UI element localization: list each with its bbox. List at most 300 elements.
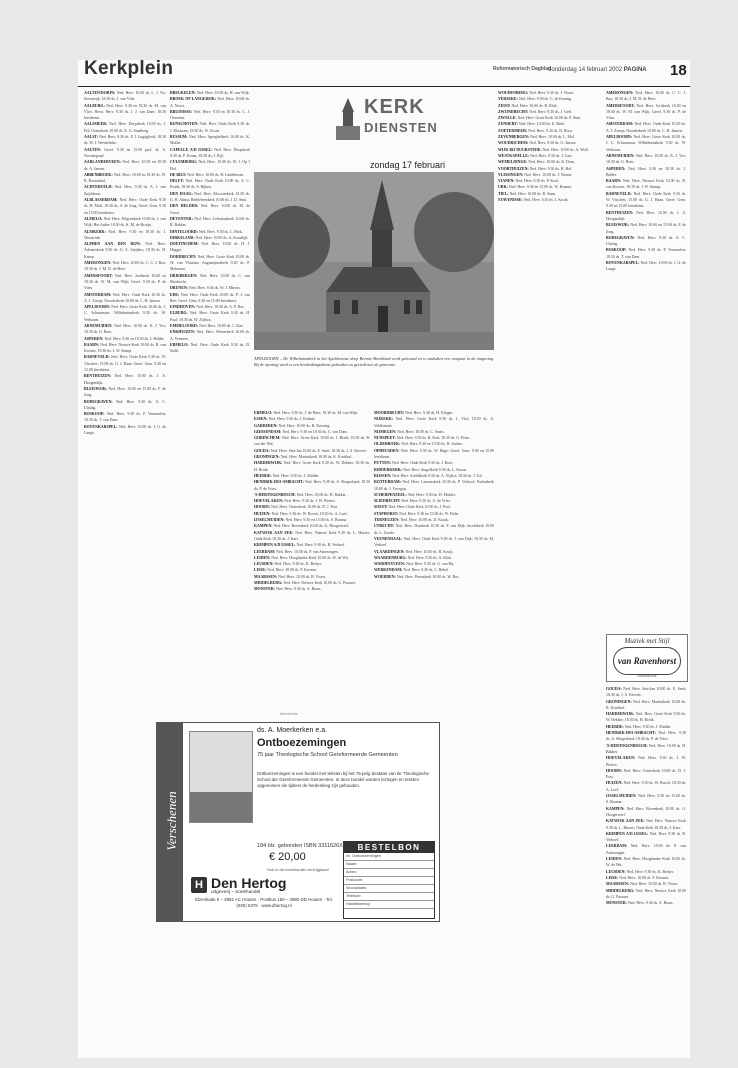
listing-place: ABBENBROEK: [84, 172, 113, 177]
church-listing: ACHTERVELD: Ned. Herv. 9.30 ds. A. J. van Zuijlekom. [84, 185, 166, 196]
church-listing: MIDDELBURG: Ned. Herv. Nieuwe Kerk 10.00 ds. G. Paauwe. [254, 581, 357, 586]
listing-place: EMMELOORD: [170, 323, 199, 328]
book-description: Ontboezemingen is een bundel met teksten bij het 75-jarig bestaan van de Theologische School der Gereformeerde Gemeenten. In deze bundel worden lezingen en teksten opgenomen die tijdens de herdenking zijn gehouden. [257, 771, 429, 788]
church-listing: VLISSINGEN: Ned. Herv. 10.00 ds. T. Brand. [498, 172, 572, 177]
church-listing: BENTHUIZEN: Ned. Herv. 10.00 ds. J. A. Hoogendijk. [84, 374, 166, 385]
column-6 [606, 90, 686, 630]
listing-place: RIDDERKERK: [374, 467, 403, 472]
publisher-address: Elzenkade 6 – 3992 AC Houten · Postbus 150 – 3990 DD Houten · Tel. (030) 6376 · www.dhertog.nl [195, 897, 333, 908]
listing-place: BRUINISSE: [170, 109, 193, 114]
listing-place: LEUSDEN: [606, 869, 626, 874]
listing-place: STAVENISSE: [498, 198, 523, 203]
listing-place: OLDEBROEK: [374, 442, 401, 447]
listing-place: LEIDEN: [254, 555, 271, 560]
column-3 [254, 410, 370, 716]
church-listing: EINDHOVEN: Ned. Herv. 10.00 ds. A. P. Bos. [170, 305, 245, 310]
listing-place: ASPEREN: [84, 336, 104, 341]
listing-place: MAARSSEN: [254, 574, 278, 579]
church-listing: LEERDAM: Ned. Herv. 10.00 ds. P. van Amerongen. [606, 844, 686, 855]
book-title: Ontboezemingen [257, 737, 347, 749]
listing-place: UTRECHT: [374, 524, 395, 529]
church-photo-image [254, 172, 494, 350]
listing-place: MOORDRECHT: [374, 411, 405, 415]
listing-place: AMERONGEN: [84, 261, 112, 266]
listing-place: MONSTER: [254, 587, 275, 592]
listing-place: LEERDAM: [254, 549, 276, 554]
church-listing: SCHERPENZEEL: Ned. Herv. 9.30 ds. H. Mulder. [374, 492, 456, 497]
listing-place: KRIMPEN A/D IJSSEL: [606, 831, 649, 836]
listing-place: BOSKOOP: [606, 248, 627, 253]
church-listing: 'S-HERTOGENBOSCH: Ned. Herv. 10.00 ds. H. Bakker. [254, 492, 347, 497]
listing-place: BLEISWIJK: [84, 386, 108, 391]
church-listing: AMERSFOORT: Ned. Herv. Joriskerk 10.00 en 18.30 ds. W. M. van Wijk; Geref. 9.30 ds. P. de Vries. [606, 103, 686, 121]
church-listing: IJSSELMUIDEN: Ned. Herv. 9.30 en 15.00 ds. S. Bouma. [606, 794, 686, 805]
church-listing: KRIMPEN A/D IJSSEL: Ned. Herv. 9.30 ds. R. Verhoef. [254, 543, 346, 548]
listing-place: RIJSSEN: [374, 473, 392, 478]
listing-place: ENKHUIZEN: [170, 330, 196, 335]
church-listing: ABBENBROEK: Ned. Herv. 10.00 en 18.30 ds. W. B. Rozendaal. [84, 172, 166, 184]
church-listing: LEUSDEN: Ned. Herv. 9.30 ds. K. Breijer. [606, 869, 675, 874]
listing-place: YERSEKE: [498, 97, 518, 102]
church-listing: KRIMPEN A/D IJSSEL: Ned. Herv. 9.30 ds. R. Verhoef. [606, 831, 686, 843]
listing-place: BODEGRAVEN: [606, 235, 635, 240]
church-listing: GRONINGEN: Ned. Herv. Martinikerk 10.00 ds. K. Kruithof. [606, 699, 686, 710]
church-listing: GARDEREN: Ned. Herv. 10.00 ds. H. Korving. [254, 423, 331, 428]
church-listing: BOVENKARSPEL: Ned. Herv. 10.00 ds. J. G. de Lange. [606, 261, 686, 272]
church-listing: AALSMEER: Ned. Herv. Dorpskerk 10.00 ds. J. Pel; Oosterkerk 10.00 ds. E. G. Staalberg. [84, 122, 166, 133]
order-line[interactable]: Naam: [344, 861, 434, 869]
church-listing: ZEIST: Ned. Herv. 10.00 ds. R. Blok. [498, 103, 558, 108]
listing-place: DORDRECHT: [170, 254, 197, 259]
church-listing: HEERDE: Ned. Herv. 9.30 ds. J. Mulder. [254, 473, 320, 478]
listing-place: URK: [498, 185, 508, 190]
church-listing: GOUDA: Ned. Herv. Sint-Jan 10.00 ds. E. Smit; 18.30 ds. J. A. Kieviet. [606, 687, 686, 698]
church-listing: DELFT: Ned. Herv. Oude Kerk 10.00 ds. E. C. Pronk; 18.30 ds. S. Rijken. [170, 179, 250, 190]
church-listing: ELBURG: Ned. Herv. Grote Kerk 9.30 ds. H. Paul; 18.30 ds. W. Zijlstra. [170, 311, 250, 322]
church-listing: VLAARDINGEN: Ned. Herv. 10.00 ds. B. Kruijt. [374, 549, 454, 554]
church-listing: AALST: Ned. Herv. 9.30 ds. P. J. Lugtigheid; 18.30 ds. W. J. Westerbeke. [84, 135, 166, 146]
church-listing: LEIDEN: Ned. Herv. Hooglandse Kerk 10.00 ds. W. de Wit. [254, 555, 349, 560]
church-listing: BOSKOOP: Ned. Herv. 9.30 ds. P. Vermeulen; 18.30 ds. T. van Dam. [84, 412, 166, 423]
listing-place: BARNEVELD: [84, 355, 110, 360]
ad-footer: Muziekhuis [637, 674, 657, 678]
church-listing: LEIDEN: Ned. Herv. Hooglandse Kerk 10.00 ds. W. de Wit. [606, 857, 686, 868]
church-listing: BOSKOOP: Ned. Herv. 9.30 ds. P. Vermeulen; 18.30 ds. T. van Dam. [606, 248, 686, 259]
listing-place: MIDDELBURG: [606, 888, 635, 893]
church-listing: DINTELOORD: Ned. Herv. 9.30 ds. L. Blok. [170, 229, 243, 234]
listing-place: ZWIJNDRECHT: [498, 109, 529, 114]
listing-place: LEUSDEN: [254, 562, 274, 567]
listing-place: GRONINGEN: [606, 699, 632, 704]
logo-word-2: DIENSTEN [364, 120, 438, 135]
listing-place: HUIZEN: [254, 511, 271, 516]
church-listing: BENTHUIZEN: Ned. Herv. 10.00 ds. J. A. Hoogendijk. [606, 210, 686, 221]
listing-place: BAARN: [84, 342, 100, 347]
church-listing: ALMELO: Ned. Herv. Pelgrimkerk 10.00 ds. J. van Wijk; Het Anker 18.30 ds. K. M. de Bruijn. [84, 216, 166, 228]
listing-place: GIESSENDAM: [254, 429, 282, 434]
listing-place: MAARSSEN: [606, 882, 630, 887]
column-1 [84, 90, 166, 1052]
listing-place: ZOETERMEER: [498, 128, 528, 133]
listing-place: KAMPEN: [254, 524, 273, 529]
listing-place: EINDHOVEN: [170, 305, 196, 310]
church-listing: HARDERWIJK: Ned. Herv. Grote Kerk 9.30 ds. W. Dekker; 18.30 ds. H. Brink. [254, 461, 370, 472]
church-listing: AMERONGEN: Ned. Herv. 10.00 ds. C. C. J. Bax; 18.30 ds. J. M. D. de Heer. [606, 91, 686, 102]
church-listing: LEUSDEN: Ned. Herv. 9.30 ds. K. Breijer. [254, 562, 323, 567]
listing-place: TIEL: [498, 191, 509, 196]
ad-label: Advertentie [280, 712, 298, 716]
listing-place: DEN HELDER: [170, 204, 199, 209]
church-listing: BLEISWIJK: Ned. Herv. 10.00 en 15.00 ds. F. de Jong. [606, 223, 686, 234]
listing-place: DOETINCHEM: [170, 242, 199, 247]
listing-place: TERNEUZEN: [374, 518, 400, 523]
church-listing: BUNSCHOTEN: Ned. Herv. Oude Kerk 9.30 ds. J. Klaassen; 18.30 ds. W. Zwart. [170, 122, 250, 133]
listing-place: WEMELDINGE: [498, 160, 528, 165]
listing-place: HENDRIK-IDO-AMBACHT: [606, 731, 656, 736]
church-listing: NUNSPEET: Ned. Herv. 9.30 ds. R. Kok; 18.30 ds. G. Prins. [374, 436, 470, 441]
listing-place: 'S-HERTOGENBOSCH: [254, 492, 296, 497]
church-listing: AARLANDERVEEN: Ned. Herv. 10.00 en 18.30 ds. A. Jansen. [84, 160, 166, 171]
listing-place: WERKENDAM: [374, 568, 403, 573]
book-isbn: 184 blz. gebonden ISBN 3311626X [257, 843, 343, 849]
church-listing: LISSE: Ned. Herv. 10.00 ds. F. Kersten. [254, 568, 318, 573]
listing-place: ALMKERK: [84, 229, 106, 234]
listing-place: AMERSFOORT: [84, 273, 113, 278]
church-listing: UTRECHT: Ned. Herv. Domkerk 10.30 ds. F. van Dijk; Jacobikerk 10.00 ds. L. Goede. [374, 524, 494, 535]
church-listing: HUIZEN: Ned. Herv. 9.30 ds. W. Bosch; 18.30 ds. A. Loef. [254, 511, 348, 516]
church-listing: ZUNDERT: Ned. Herv. 10.00 ds. E. Beek. [498, 122, 566, 127]
publisher-logo-icon: H [191, 877, 207, 893]
listing-place: ASPEREN: [606, 166, 626, 171]
listing-place: HENDRIK-IDO-AMBACHT: [254, 480, 304, 485]
church-listing: RIJSSEN: Ned. Herv. Schildkerk 9.30 ds. A. Nijhof; 18.30 ds. J. Tol. [374, 473, 483, 478]
order-line[interactable]: Postcode: [344, 877, 434, 885]
listing-place: DIRKSLAND: [170, 235, 195, 240]
listing-place: ESSEN: [254, 417, 268, 422]
listing-place: ALBLASSERDAM: [84, 198, 118, 203]
order-line[interactable]: Adres: [344, 869, 434, 877]
church-listing: WOUDENBERG: Ned. Herv. 9.30 ds. J. Visser. [498, 91, 575, 95]
listing-place: VEENENDAAL: [374, 536, 403, 541]
listing-place: MIDDELBURG: [254, 581, 283, 586]
listing-place: KATWIJK AAN ZEE: [254, 530, 294, 535]
church-listing: ENKHUIZEN: Ned. Herv. Westerkerk 10.00 ds. A. Vermeer. [170, 330, 250, 341]
listing-place: GOUDA: [606, 687, 622, 691]
church-listing: WIJK BIJ DUURSTEDE: Ned. Herv. 10.00 ds. A. Wolf. [498, 147, 589, 152]
church-listing: OLDEBROEK: Ned. Herv. 9.30 en 15.00 ds. H. Jonker. [374, 442, 463, 447]
church-listing: HOEVELAKEN: Ned. Herv. 9.30 ds. J. W. Pieters. [254, 499, 336, 504]
church-listing: LEERDAM: Ned. Herv. 10.00 ds. P. van Amerongen. [254, 549, 339, 554]
listing-place: PUTTEN: [374, 461, 392, 466]
listing-place: WADDINXVEEN: [374, 562, 406, 567]
order-line[interactable]: ex. Ontboezemingen [344, 853, 434, 861]
church-listing: OPHEUSDEN: Ned. Herv. 9.30 ds. W. Hage; Geref. Gem. 9.30 en 15.00 leesdienst. [374, 448, 494, 460]
listing-place: APELDOORN: [84, 305, 111, 310]
church-listing: HENDRIK-IDO-AMBACHT: Ned. Herv. 9.30 ds. A. Slingerland; 18.30 ds. P. de Vries. [606, 731, 686, 742]
listing-place: BREUKELEN: [170, 91, 196, 95]
column-7 [606, 686, 686, 1050]
church-listing: GIESSENDAM: Ned. Herv. 9.30 en 18.30 ds. C. van Dam. [254, 429, 348, 434]
listing-place: BOVENKARSPEL: [606, 261, 640, 266]
church-listing: BARNEVELD: Ned. Herv. Oude Kerk 9.30 ds. W. Visscher; 15.00 ds. G. J. Baan. Geref. Gem. 9.30 en 15.00 leesdienst. [84, 355, 166, 373]
listing-place: KRIMPEN A/D IJSSEL: [254, 543, 296, 548]
masthead [78, 60, 690, 87]
listing-place: LEIDEN: [606, 857, 623, 862]
listing-place: ALPHEN AAN DEN RIJN: [84, 242, 141, 247]
listing-place: EDE: [170, 292, 180, 297]
listing-place: DINTELOORD: [170, 229, 198, 234]
listing-place: GARDEREN: [254, 423, 278, 428]
listing-place: HEERDE: [606, 724, 624, 729]
church-listing: GOUDA: Ned. Herv. Sint-Jan 10.00 ds. E. Smit; 18.30 ds. J. A. Kieviet. [254, 448, 367, 453]
order-form[interactable] [343, 841, 435, 919]
church-listing: DRUNEN: Ned. Herv. 9.30 ds. W. J. Mieras. [170, 286, 241, 291]
listing-place: AMSTERDAM: [606, 122, 634, 127]
book-author: ds. A. Moerkerken e.a. [257, 727, 328, 734]
church-listing: URK: Ned. Herv. 9.30 en 15.00 ds. W. Kramer. [498, 185, 573, 190]
listing-place: HOORN: [254, 505, 270, 510]
listing-place: BUNSCHOTEN: [170, 122, 199, 127]
order-line[interactable]: Telefoon: [344, 893, 434, 901]
listing-place: BODEGRAVEN: [84, 399, 113, 404]
listing-place: LEERDAM: [606, 844, 628, 849]
listing-place: ACHTERVELD: [84, 185, 113, 190]
listing-place: AALBURG: [84, 103, 105, 108]
church-listing: MAARSSEN: Ned. Herv. 10.00 ds. B. Visser. [606, 882, 679, 887]
listing-place: GOUDA: [254, 448, 270, 453]
church-listing: WESTKAPELLE: Ned. Herv. 9.30 ds. J. Cats. [498, 153, 573, 158]
church-listing: BUSSUM: Ned. Herv. Spieghelkerk 10.00 ds. K. Muller. [170, 135, 250, 146]
listing-place: VLISSINGEN: [498, 172, 524, 177]
church-listing: SLIEDRECHT: Ned. Herv. 9.30 ds. A. de Vries. [374, 499, 451, 504]
listing-place: AALSMEER: [84, 122, 108, 127]
listing-place: WESTKAPELLE: [498, 153, 530, 158]
church-listing: EDE: Ned. Herv. Oude Kerk 10.00 ds. P. J. van Ree; Geref. Gem. 9.30 en 15.00 leesdienst. [170, 292, 250, 303]
church-listing: BAARN: Ned. Herv. Nieuwe Kerk 10.00 ds. R. van Kooten; 18.30 ds. J. W. Stamp. [606, 179, 686, 190]
book-advertisement[interactable] [156, 722, 440, 922]
church-listing: VOORTHUIZEN: Ned. Herv. 9.30 ds. H. Hol. [498, 166, 573, 171]
listing-place: GORINCHEM: [254, 436, 281, 441]
church-listing: EMMELOORD: Ned. Herv. 10.00 ds. J. Glas. [170, 323, 244, 328]
church-listing: STAPHORST: Ned. Herv. 9.30 en 15.00 ds. W. Hulst. [374, 511, 460, 516]
order-line[interactable]: Woonplaats: [344, 885, 434, 893]
church-photo [254, 172, 494, 350]
listing-place: SOEST: [374, 505, 388, 510]
publisher-block [191, 875, 337, 917]
listing-place: HOEVELAKEN: [606, 756, 636, 761]
church-listing: MAARSSEN: Ned. Herv. 10.00 ds. B. Visser. [254, 574, 327, 579]
church-listing: APELDOORN: Ned. Herv. Grote Kerk 10.00 ds. J. C. Schuurman; Wilhelminakerk 9.30 ds. W. Verboom. [84, 305, 166, 322]
column-2 [170, 90, 250, 718]
book-price: € 20,00 [269, 851, 306, 863]
church-listing: DEVENTER: Ned. Herv. Lebuinuskerk 10.00 ds. R. Bakker. [170, 216, 250, 228]
issue-date: donderdag 14 februari 2002 PAGINA [548, 67, 647, 73]
listing-place: NIJMEGEN: [374, 429, 397, 434]
church-listing: AMERSFOORT: Ned. Herv. Joriskerk 10.00 en 18.30 ds. W. M. van Wijk; Geref. 9.30 ds. P. de Vries. [84, 273, 166, 291]
church-listing: AMSTERDAM: Ned. Herv. Oude Kerk 10.30 ds. A. J. Zwiep; Noorderkerk 10.00 ds. L. H. Jansen. [606, 122, 686, 133]
listing-place: BENTHUIZEN: [606, 210, 634, 215]
church-listing: ZEVENBERGEN: Ned. Herv. 10.00 ds. L. Mol. [498, 135, 575, 140]
church-listing: MOORDRECHT: Ned. Herv. 9.30 ds. H. Kleppe. [374, 411, 454, 415]
listing-place: ZEVENBERGEN: [498, 135, 530, 140]
listing-place: AALTEN/DORPS: [84, 91, 116, 95]
newspaper-page [78, 60, 690, 1058]
church-listing: ZWOLLE: Ned. Herv. Grote Kerk 10.00 ds. P. Smit. [498, 116, 582, 121]
listing-place: DE BILT: [170, 172, 187, 177]
church-listing: STAVENISSE: Ned. Herv. 9.30 ds. J. Kwak. [498, 198, 569, 203]
section-title: Kerkplein [84, 60, 174, 79]
logo-word-1: KERK [364, 96, 425, 118]
listing-place: DRUNEN: [170, 286, 188, 291]
church-listing: KATWIJK AAN ZEE: Ned. Herv. Nieuwe Kerk 9.30 ds. L. Huizer; Oude Kerk 18.30 ds. J. Kars. [254, 530, 370, 541]
church-listing: HEERDE: Ned. Herv. 9.30 ds. J. Mulder. [606, 724, 672, 729]
church-icon [334, 98, 362, 142]
listing-place: ELBURG: [170, 311, 188, 316]
church-listing: AALTEN: Geref. 9.30 en 15.00 prof. dr. A. Noordegraaf. [84, 147, 166, 158]
church-listing: HENDRIK-IDO-AMBACHT: Ned. Herv. 9.30 ds. A. Slingerland; 18.30 ds. P. de Vries. [254, 480, 370, 491]
church-listing: AALTEN/DORPS: Ned. Herv. 10.00 ds. L. J. Vis, Steenwijk; 18.30 ds. J. van Vliet. [84, 91, 166, 102]
listing-place: BUSSUM: [170, 135, 188, 140]
church-listing: NIJMEGEN: Ned. Herv. 10.00 ds. C. Smits. [374, 429, 445, 434]
church-listing: WERKENDAM: Ned. Herv. 9.30 ds. C. Rebel. [374, 568, 449, 573]
church-listing: MONSTER: Ned. Herv. 9.30 ds. A. Baars. [606, 901, 674, 906]
church-listing: BREUKELEN: Ned. Herv. 10.00 ds. H. van Wijk. [170, 91, 250, 95]
listing-place: BOVENKARSPEL: [84, 424, 118, 429]
listing-place: MONSTER: [606, 901, 627, 906]
church-listing: ZOETERMEER: Ned. Herv. 9.30 ds. H. Roos. [498, 128, 573, 133]
listing-place: HEERDE: [254, 473, 272, 478]
listing-place: ZEIST: [498, 103, 511, 108]
church-listing: DE BILT: Ned. Herv. 10.00 ds. H. Lindeboom. [170, 172, 244, 177]
listing-place: OPHEUSDEN: [374, 448, 400, 453]
church-listing: NIJKERK: Ned. Herv. Grote Kerk 9.30 ds. J. Vlot; 18.30 ds. A. Veldhuizen. [374, 417, 494, 428]
church-listing: BRUINISSE: Ned. Herv. 9.30 en 18.30 ds. C. J. Overeem. [170, 109, 250, 121]
church-listing: CAPELLE A/D IJSSEL: Ned. Herv. Dorpskerk 9.30 ds. P. Kraan; 18.30 ds. J. Bijl. [170, 147, 250, 158]
listing-place: AMERSFOORT: [606, 103, 635, 108]
paper-name: Reformatorisch Dagblad [493, 66, 552, 72]
church-listing: ERMELO: Ned. Herv. 9.30 ds. J. de Heer; 18.30 ds. M. van Wijk. [254, 411, 359, 415]
church-listing: VEENENDAAL: Ned. Herv. Oude Kerk 9.30 ds. J. van Dijk; 18.30 ds. M. Verhoef. [374, 536, 494, 548]
listing-place: BLEISWIJK: [606, 223, 630, 228]
church-listing: BODEGRAVEN: Ned. Herv. 9.30 ds. A. C. Uitslag. [84, 399, 166, 410]
listing-place: DELFT: [170, 179, 184, 184]
listing-place: NIJKERK: [374, 417, 394, 422]
listing-place: WIJK BIJ DUURSTEDE: [498, 147, 542, 152]
listing-place: ARNEMUIDEN: [84, 323, 113, 328]
church-listing: WOUDRICHEM: Ned. Herv. 9.30 ds. G. Jansen. [498, 141, 577, 146]
order-line[interactable]: Handtekening: [344, 901, 434, 909]
church-listing: AMERONGEN: Ned. Herv. 10.00 ds. C. C. J. Bax; 18.30 ds. J. M. D. de Heer. [84, 261, 166, 272]
church-listing: IJSSELMUIDEN: Ned. Herv. 9.30 en 15.00 ds. S. Bouma. [254, 518, 348, 523]
church-listing: GORINCHEM: Ned. Herv. Grote Kerk 10.00 ds. J. Hoek; 18.30 ds. B. van der Wal. [254, 436, 370, 447]
ad-vertical-title: Verschenen [164, 791, 179, 851]
listing-place: ERMELO: [170, 342, 189, 347]
listing-place: ARNEMUIDEN: [606, 153, 635, 158]
church-listing: ASPEREN: Ned. Herv. 9.30 en 18.30 ds. J. Belder. [606, 166, 686, 177]
listing-place: APELDOORN: [606, 135, 633, 140]
church-listing: BOVENKARSPEL: Ned. Herv. 10.00 ds. J. G. de Lange. [84, 424, 166, 436]
listing-place: AMERONGEN: [606, 91, 634, 95]
listing-place: AARLANDERVEEN: [84, 160, 121, 165]
listing-place: GRONINGEN: [254, 455, 280, 460]
church-listing: WOERDEN: Ned. Herv. Petruskerk 10.00 ds. W. Bos. [374, 574, 460, 579]
church-listing: BODEGRAVEN: Ned. Herv. 9.30 ds. A. C. Uitslag. [606, 235, 686, 247]
publisher-subtitle: uitgeverij – boekhandel [211, 890, 261, 895]
listing-place: STAPHORST: [374, 511, 399, 516]
listing-place: ROTTERDAM: [374, 480, 402, 485]
church-listing: YERSEKE: Ned. Herv. 9.30 ds. C. de Koning. [498, 97, 572, 102]
page-number: 18 [670, 62, 687, 79]
listing-place: DEN HAAG: [170, 191, 193, 196]
listing-place: DEVENTER: [170, 216, 193, 221]
church-listing: MIDDELBURG: Ned. Herv. Nieuwe Kerk 10.00 ds. G. Paauwe. [606, 888, 686, 899]
church-listing: ALPHEN AAN DEN RIJN: Ned. Herv. Adventskerk 9.30 ds. G. A. Snijders; 18.30 ds. H. Kamp. [84, 242, 166, 259]
kerkdiensten-logo [334, 96, 438, 152]
listing-place: ALMELO: [84, 216, 103, 221]
listing-place: BENTHUIZEN: [84, 374, 112, 379]
church-listing: ALMKERK: Ned. Herv. 9.30 en 18.30 ds. J. Westerink. [84, 229, 166, 240]
book-cover [189, 731, 253, 823]
church-listing: AMSTERDAM: Ned. Herv. Oude Kerk 10.30 ds. A. J. Zwiep; Noorderkerk 10.00 ds. L. H. Jansen. [84, 292, 166, 303]
listing-place: VLAARDINGEN: [374, 549, 405, 554]
church-listing: ROTTERDAM: Ned. Herv. Laurenskerk 10.30 ds. P. Verhoef; Pauluskerk 10.00 ds. J. Vroegop. [374, 480, 494, 491]
church-listing: GRONINGEN: Ned. Herv. Martinikerk 10.00 ds. K. Kruithof. [254, 455, 353, 460]
church-listing: HOORN: Ned. Herv. Oosterkerk 10.00 ds. D. J. Post. [606, 768, 686, 780]
order-form-title: BESTELBON [344, 842, 434, 853]
church-listing: DIRKSLAND: Ned. Herv. 10.00 ds. A. Kostelijk. [170, 235, 249, 240]
church-listing: ALBLASSERDAM: Ned. Herv. Oude Kerk 9.30 ds. H. Moll; 18.30 ds. A. de Jong. Geref. Gem. 9.30 en 15.00 leesdienst. [84, 198, 166, 215]
listing-place: WOUDRICHEM: [498, 141, 529, 146]
church-listing: MONSTER: Ned. Herv. 9.30 ds. A. Baars. [254, 587, 322, 592]
listing-place: IJSSELMUIDEN: [254, 518, 285, 523]
listing-place: BROEK OP LANGEDIJK: [170, 97, 217, 102]
church-listing: TIEL: Ned. Herv. 10.00 ds. B. Stam. [498, 191, 557, 196]
music-store-ad[interactable] [606, 634, 688, 682]
church-listing: HOEVELAKEN: Ned. Herv. 9.30 ds. J. W. Pieters. [606, 756, 686, 767]
listing-place: AALST: [84, 135, 98, 140]
church-listing: KAMPEN: Ned. Herv. Bovenkerk 10.00 ds. G. Hoogerwerf. [254, 524, 350, 529]
listing-place: NUNSPEET: [374, 436, 396, 441]
listing-place: DRIEBERGEN: [170, 273, 198, 278]
church-listing: PUTTEN: Ned. Herv. Oude Kerk 9.30 ds. J. Boot. [374, 461, 454, 466]
book-availability: Ook in de boekhandel verkrijgbaar! [267, 867, 330, 872]
service-date: zondag 17 februari [370, 160, 446, 170]
church-listing: DEN HAAG: Ned. Herv. Kloosterkerk 10.30 ds. G. H. Abma; Bethlehemkerk 10.00 ds. J. D. Smit. [170, 191, 250, 203]
church-listing: DRIEBERGEN: Ned. Herv. 10.00 ds. C. van Sliedrecht. [170, 273, 250, 284]
listing-place: BOSKOOP: [84, 412, 105, 417]
church-listing: ERMELO: Ned. Herv. Oude Kerk 9.30 ds. D. Stolk. [170, 342, 250, 354]
listing-place: AALTEN: [84, 147, 102, 152]
church-listing: BLEISWIJK: Ned. Herv. 10.00 en 15.00 ds. F. de Jong. [84, 386, 166, 398]
church-listing: BROEK OP LANGEDIJK: Ned. Herv. 10.00 ds. A. Noort. [170, 97, 250, 108]
church-listing: HUIZEN: Ned. Herv. 9.30 ds. W. Bosch; 18.30 ds. A. Loef. [606, 781, 686, 792]
ad-brand: van Ravenhorst [613, 647, 681, 675]
church-listing: APELDOORN: Ned. Herv. Grote Kerk 10.00 ds. J. C. Schuurman; Wilhelminakerk 9.30 ds. W. Verboom. [606, 135, 686, 152]
listing-place: SLIEDRECHT: [374, 499, 401, 504]
listing-place: WAARDENBURG: [374, 555, 407, 560]
listing-place: IJSSELMUIDEN: [606, 794, 637, 799]
listing-place: AMSTERDAM: [84, 292, 112, 297]
publisher-name: Den Hertog [211, 875, 287, 891]
church-listing: ARNEMUIDEN: Ned. Herv. 10.00 ds. K. J. Vos; 18.30 ds. G. Boer. [606, 153, 686, 165]
listing-place: HARDERWIJK: [254, 461, 283, 466]
church-listing: WEMELDINGE: Ned. Herv. 10.00 ds. K. Dam. [498, 160, 575, 165]
listing-place: ZWOLLE: [498, 116, 517, 121]
listing-place: CULEMBORG: [170, 160, 198, 165]
listing-place: HOEVELAKEN: [254, 499, 284, 504]
church-listing: DEN HELDER: Ned. Herv. 10.00 ds. M. de Groot. [170, 204, 250, 215]
church-listing: ARNEMUIDEN: Ned. Herv. 10.00 ds. K. J. Vos; 18.30 ds. G. Boer. [84, 323, 166, 335]
